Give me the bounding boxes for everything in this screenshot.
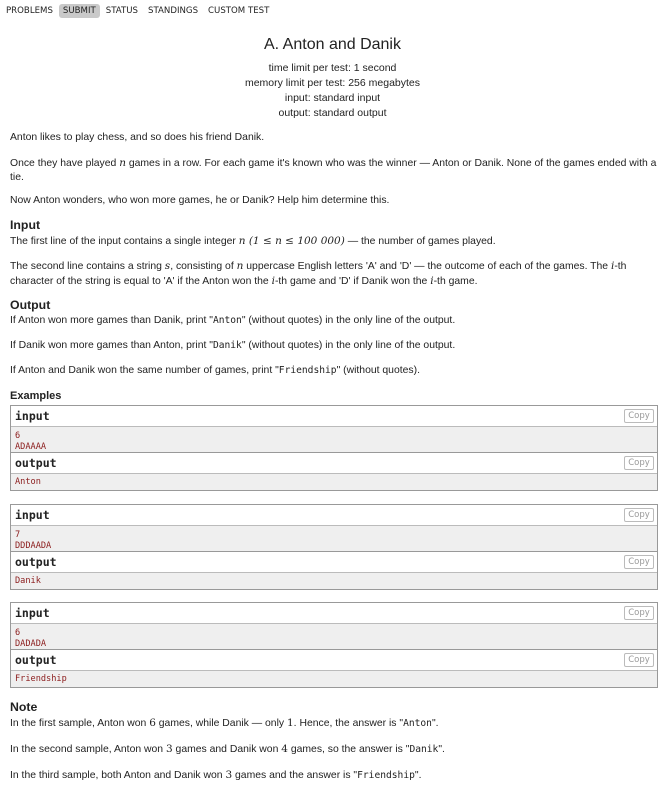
copy-input-button[interactable]: Copy	[624, 606, 654, 620]
sample-input-line: ADAAAA	[15, 442, 47, 452]
sample-input-line: 7	[15, 530, 21, 540]
sample-output-body: Anton	[11, 474, 657, 490]
sample-input-body	[11, 526, 657, 552]
nav-problems[interactable]: PROBLEMS	[6, 5, 53, 16]
sample-output-body: Danik	[11, 573, 657, 589]
memory-limit: memory limit per test: 256 megabytes	[244, 77, 421, 89]
examples-title: Examples	[10, 390, 62, 402]
sample-input-body	[11, 427, 657, 453]
output-spec: output: standard output	[278, 107, 387, 119]
output-line-2: If Danik won more games than Anton, print "Danik" (without quotes) in the only line of the output.	[10, 340, 456, 351]
note-line-3: In the third sample, both Anton and Danik won 3 games and the answer is "Friendship".	[10, 769, 422, 781]
output-title: Output	[10, 298, 51, 312]
sample-output-header	[11, 453, 657, 474]
sample-output-label: output	[15, 653, 57, 667]
statement-p3-wrap	[10, 194, 658, 208]
nav-custom-test[interactable]: CUSTOM TEST	[208, 5, 270, 16]
input-title: Input	[10, 218, 41, 232]
output-section	[10, 298, 658, 378]
problem-header	[0, 34, 665, 121]
input-line-2: The second line contains a string s, consisting of n uppercase English letters 'A' and 'D' — the outcome of each of the games. The i-th character of the string is equal to 'A' if the Anton won the i-th game and 'D' if Danik won the i-th game.	[10, 260, 627, 287]
sample-1	[10, 405, 658, 491]
input-section	[10, 218, 658, 289]
sample-input-header	[11, 505, 657, 526]
statement-p2-wrap	[10, 156, 658, 185]
sample-input-body	[11, 624, 657, 650]
sample-input-line: DDDAADA	[15, 541, 52, 551]
problem-title: A. Anton and Danik	[264, 36, 401, 53]
examples-header	[10, 390, 658, 402]
sample-input-line: 6	[15, 628, 21, 638]
input-spec: input: standard input	[284, 92, 381, 104]
sample-input-line: DADADA	[15, 639, 47, 649]
copy-output-button[interactable]: Copy	[624, 456, 654, 470]
sample-input-line: 6	[15, 431, 21, 441]
statement-p1: Anton likes to play chess, and so does his friend Danik.	[10, 132, 265, 143]
copy-output-button[interactable]: Copy	[624, 555, 654, 569]
statement-p2: Once they have played n games in a row. For each game it's known who was the winner — Anton or Danik. None of the games ended with a tie.	[10, 157, 657, 183]
sample-input-label: input	[15, 508, 50, 522]
nav-standings[interactable]: STANDINGS	[148, 5, 199, 16]
output-line-3: If Anton and Danik won the same number of games, print "Friendship" (without quotes).	[10, 365, 420, 376]
sample-output-header	[11, 650, 657, 671]
statement	[10, 131, 658, 145]
copy-input-button[interactable]: Copy	[624, 409, 654, 423]
nav-status[interactable]: STATUS	[105, 5, 138, 16]
input-line-1: The first line of the input contains a single integer n (1 ≤ n ≤ 100 000) — the number of games played.	[10, 235, 496, 247]
statement-p3: Now Anton wonders, who won more games, he or Danik? Help him determine this.	[10, 195, 390, 206]
output-line-1: If Anton won more games than Danik, print "Anton" (without quotes) in the only line of the output.	[10, 315, 456, 326]
note-line-2: In the second sample, Anton won 3 games and Danik won 4 games, so the answer is "Danik".	[10, 743, 445, 755]
sample-output-body: Friendship	[11, 671, 657, 687]
copy-output-button[interactable]: Copy	[624, 653, 654, 667]
note-section	[10, 700, 658, 783]
copy-input-button[interactable]: Copy	[624, 508, 654, 522]
sample-output-label: output	[15, 555, 57, 569]
sample-output-label: output	[15, 456, 57, 470]
sample-input-header	[11, 603, 657, 624]
sample-output-header	[11, 552, 657, 573]
sample-3	[10, 602, 658, 688]
note-title: Note	[10, 700, 38, 714]
sample-input-header	[11, 406, 657, 427]
sample-input-label: input	[15, 606, 50, 620]
time-limit: time limit per test: 1 second	[268, 62, 397, 74]
note-line-1: In the first sample, Anton won 6 games, while Danik — only 1. Hence, the answer is "Anton".	[10, 717, 439, 729]
sample-input-label: input	[15, 409, 50, 423]
sample-2	[10, 504, 658, 590]
nav-submit[interactable]: SUBMIT	[59, 4, 100, 18]
top-nav	[0, 0, 665, 21]
